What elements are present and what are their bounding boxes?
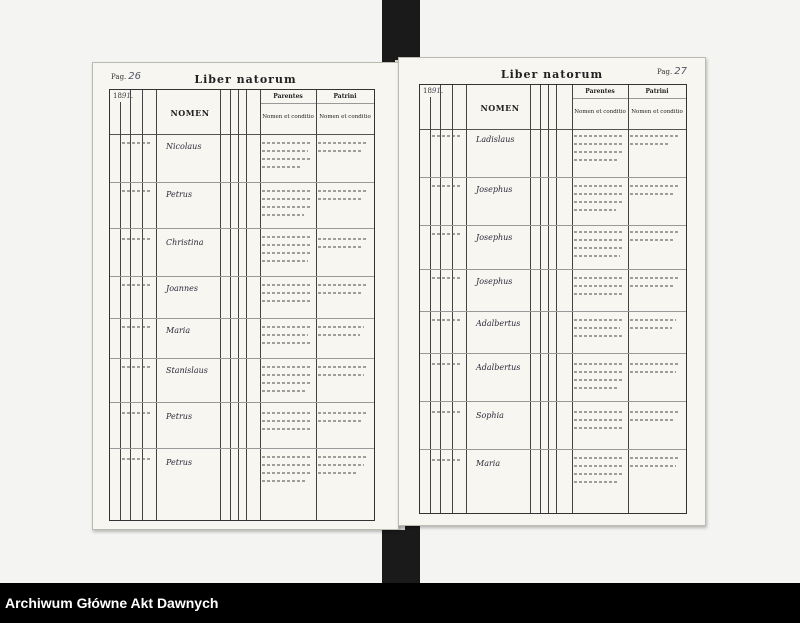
parentes-header: Parentes xyxy=(585,88,615,95)
handwriting xyxy=(262,244,310,246)
entry-name: Stanislaus xyxy=(166,366,208,375)
handwriting xyxy=(262,472,312,474)
register-table xyxy=(419,84,687,514)
patrini-subheader: Nomen et conditio xyxy=(631,109,683,115)
nomen-header: NOMEN xyxy=(170,108,210,118)
entry-name: Ladislaus xyxy=(476,135,515,144)
handwriting xyxy=(318,326,364,328)
handwriting xyxy=(262,190,312,192)
entry-name: Petrus xyxy=(166,458,193,467)
handwriting xyxy=(318,190,366,192)
left-register-page xyxy=(92,62,399,530)
handwriting xyxy=(630,135,678,137)
handwriting xyxy=(122,412,152,414)
entry-name: Petrus xyxy=(166,412,193,421)
handwriting xyxy=(262,214,304,216)
handwriting xyxy=(574,255,620,257)
handwriting xyxy=(262,420,310,422)
handwriting xyxy=(318,142,368,144)
handwriting xyxy=(630,457,678,459)
handwriting xyxy=(122,458,152,460)
handwriting xyxy=(318,420,362,422)
parentes-subheader: Nomen et conditio xyxy=(262,114,314,120)
handwriting xyxy=(574,387,618,389)
handwriting xyxy=(122,142,152,144)
page-number-label: Pag. 26 xyxy=(111,71,142,82)
handwriting xyxy=(630,277,678,279)
handwriting xyxy=(574,209,616,211)
handwriting xyxy=(630,319,676,321)
handwriting xyxy=(630,143,670,145)
handwriting xyxy=(432,411,462,413)
page-number: 27 xyxy=(674,66,687,77)
handwriting xyxy=(122,366,152,368)
handwriting xyxy=(574,335,624,337)
footer-bar xyxy=(0,583,800,623)
handwriting xyxy=(574,185,624,187)
handwriting xyxy=(630,185,678,187)
year-label: 1891. xyxy=(423,87,444,95)
handwriting xyxy=(574,247,624,249)
handwriting xyxy=(318,472,358,474)
handwriting xyxy=(318,150,362,152)
parentes-header: Parentes xyxy=(273,93,303,100)
patrini-header: Patrini xyxy=(333,93,357,100)
handwriting xyxy=(262,206,312,208)
handwriting xyxy=(574,239,622,241)
handwriting xyxy=(262,252,312,254)
entry-name: Josephus xyxy=(476,233,513,242)
handwriting xyxy=(574,143,622,145)
handwriting xyxy=(630,363,678,365)
handwriting xyxy=(630,371,676,373)
handwriting xyxy=(262,284,312,286)
handwriting xyxy=(262,456,312,458)
handwriting xyxy=(630,239,674,241)
handwriting xyxy=(318,284,366,286)
handwriting xyxy=(262,412,312,414)
handwriting xyxy=(262,480,306,482)
handwriting xyxy=(574,465,622,467)
handwriting xyxy=(432,277,462,279)
handwriting xyxy=(574,327,620,329)
handwriting xyxy=(574,319,624,321)
handwriting xyxy=(574,481,618,483)
handwriting xyxy=(262,428,312,430)
handwriting xyxy=(574,193,622,195)
page-title: Liber natorum xyxy=(500,68,604,81)
handwriting xyxy=(574,363,624,365)
entry-name: Josephus xyxy=(476,277,513,286)
handwriting xyxy=(630,419,674,421)
entry-name: Joannes xyxy=(166,284,198,293)
page-title: Liber natorum xyxy=(194,73,297,86)
handwriting xyxy=(262,198,310,200)
entry-name: Maria xyxy=(476,459,501,468)
handwriting xyxy=(574,285,622,287)
handwriting xyxy=(630,193,674,195)
handwriting xyxy=(630,285,674,287)
patrini-subheader: Nomen et conditio xyxy=(319,114,371,120)
handwriting xyxy=(262,292,310,294)
entry-name: Sophia xyxy=(476,411,504,420)
handwriting xyxy=(630,327,672,329)
handwriting xyxy=(262,166,302,168)
handwriting xyxy=(122,238,152,240)
handwriting xyxy=(262,334,308,336)
handwriting xyxy=(262,374,310,376)
page-number: 26 xyxy=(128,71,142,82)
handwriting xyxy=(630,465,676,467)
archive-name: Archiwum Główne Akt Dawnych xyxy=(5,595,219,611)
handwriting xyxy=(574,231,624,233)
handwriting xyxy=(262,464,310,466)
handwriting xyxy=(262,326,312,328)
handwriting xyxy=(318,238,368,240)
handwriting xyxy=(262,342,312,344)
handwriting xyxy=(262,260,308,262)
year-label: 1891. xyxy=(113,92,134,100)
entry-name: Adalbertus xyxy=(476,363,521,372)
entry-name: Nicolaus xyxy=(166,142,202,151)
handwriting xyxy=(574,277,624,279)
right-register-page xyxy=(398,57,706,526)
entry-name: Maria xyxy=(166,326,191,335)
handwriting xyxy=(262,366,312,368)
patrini-header: Patrini xyxy=(645,88,669,95)
handwriting xyxy=(262,158,312,160)
handwriting xyxy=(574,379,624,381)
handwriting xyxy=(432,135,462,137)
handwriting xyxy=(574,427,624,429)
handwriting xyxy=(262,142,312,144)
entry-name: Petrus xyxy=(166,190,193,199)
parentes-subheader: Nomen et conditio xyxy=(574,109,626,115)
handwriting xyxy=(318,334,360,336)
handwriting xyxy=(318,292,362,294)
handwriting xyxy=(432,233,462,235)
handwriting xyxy=(574,419,622,421)
handwriting xyxy=(630,231,680,233)
handwriting xyxy=(574,201,624,203)
handwriting xyxy=(122,190,152,192)
handwriting xyxy=(318,246,362,248)
entry-name: Josephus xyxy=(476,185,513,194)
handwriting xyxy=(318,366,366,368)
handwriting xyxy=(574,371,622,373)
handwriting xyxy=(262,390,306,392)
entry-name: Christina xyxy=(166,238,204,247)
handwriting xyxy=(574,151,624,153)
handwriting xyxy=(574,411,624,413)
handwriting xyxy=(262,150,308,152)
handwriting xyxy=(574,159,618,161)
handwriting xyxy=(122,326,152,328)
handwriting xyxy=(262,236,312,238)
handwriting xyxy=(318,412,366,414)
handwriting xyxy=(574,473,624,475)
handwriting xyxy=(318,374,364,376)
handwriting xyxy=(122,284,152,286)
handwriting xyxy=(574,135,624,137)
handwriting xyxy=(432,363,462,365)
handwriting xyxy=(630,411,678,413)
handwriting xyxy=(574,457,624,459)
entry-name: Adalbertus xyxy=(476,319,521,328)
handwriting xyxy=(574,293,624,295)
nomen-header: NOMEN xyxy=(480,103,520,113)
handwriting xyxy=(318,456,366,458)
page-number-label: Pag. 27 xyxy=(656,66,687,77)
handwriting xyxy=(318,464,364,466)
register-table xyxy=(109,89,375,521)
handwriting xyxy=(432,185,462,187)
handwriting xyxy=(432,319,462,321)
handwriting xyxy=(262,382,312,384)
handwriting xyxy=(432,459,462,461)
handwriting xyxy=(318,198,362,200)
handwriting xyxy=(262,300,312,302)
